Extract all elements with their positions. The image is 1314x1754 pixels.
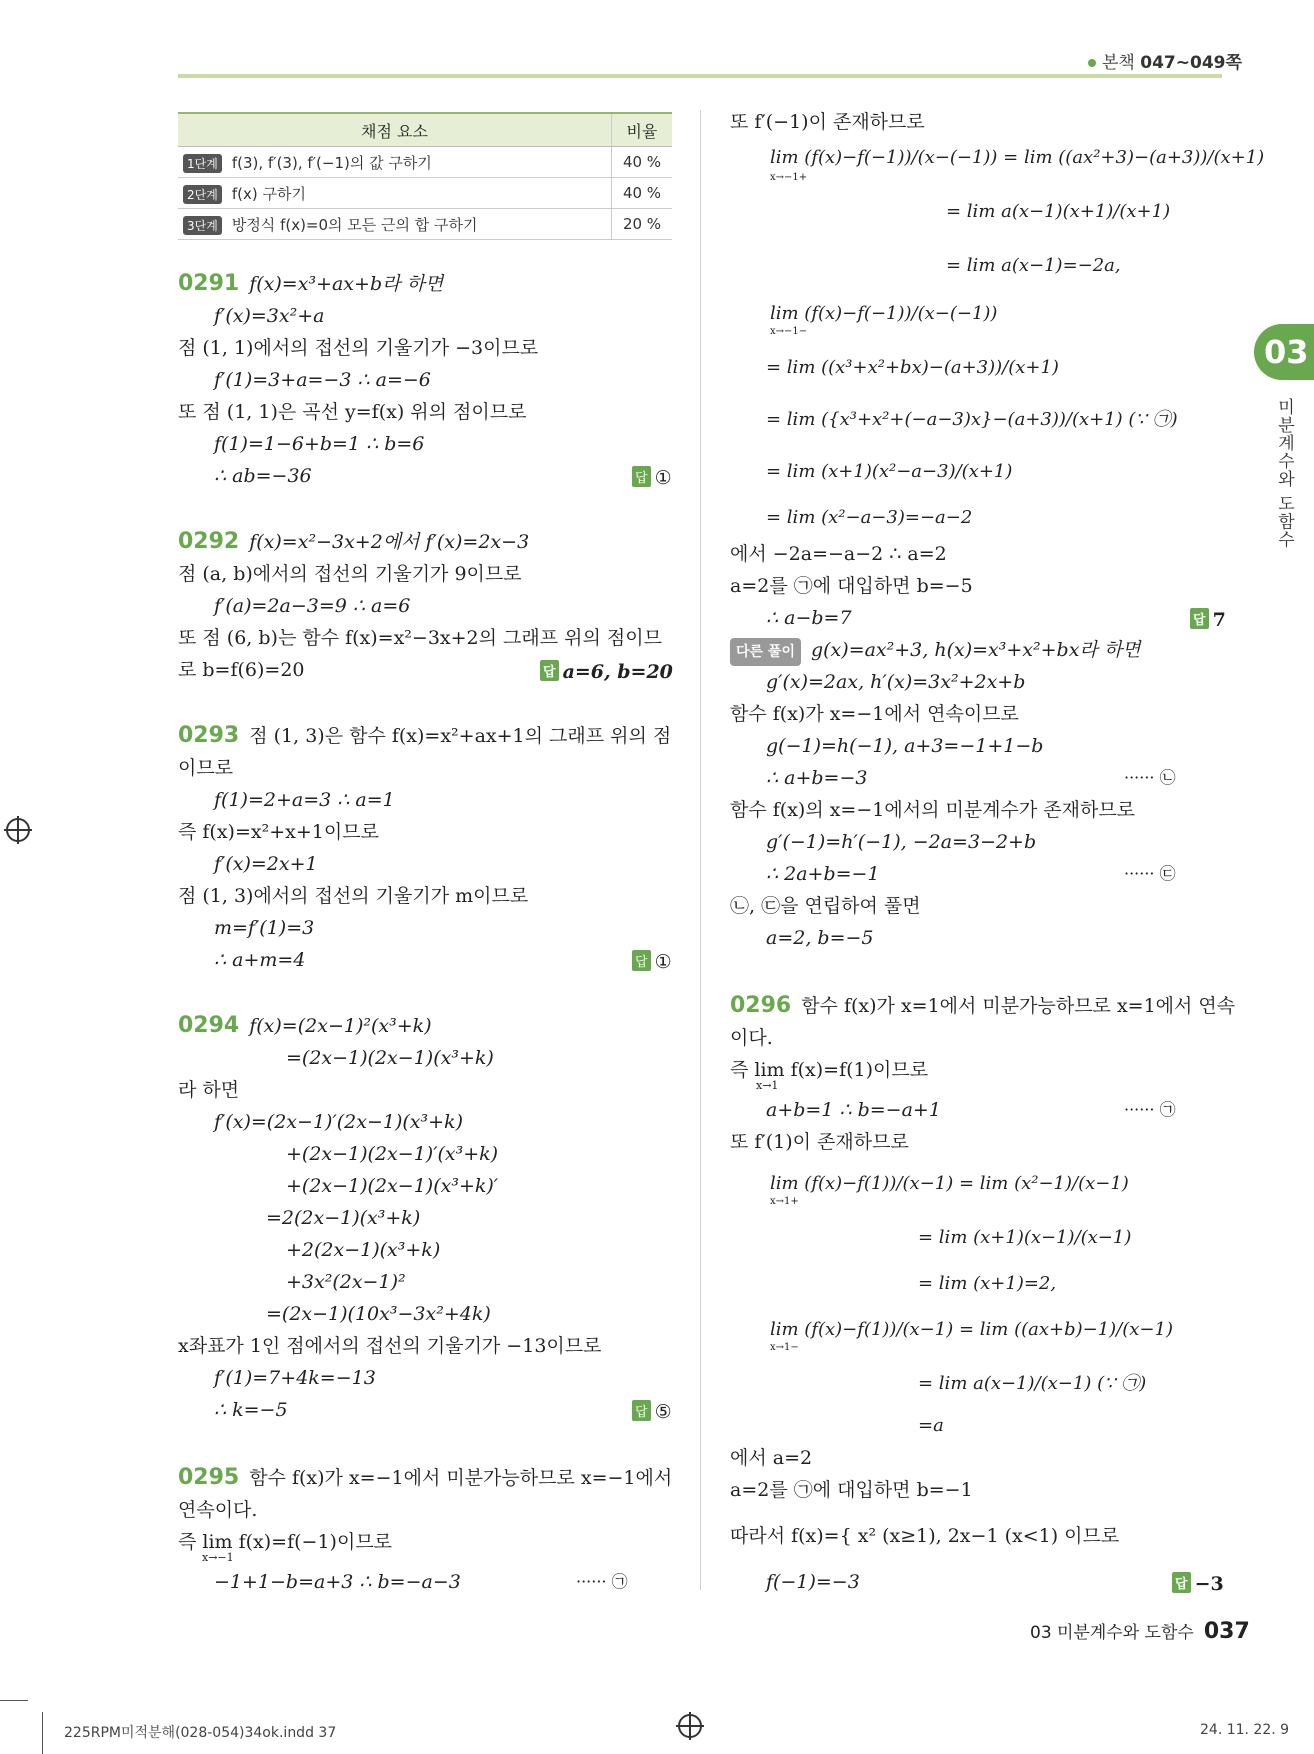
table-row bbox=[178, 178, 672, 209]
text-line: +3x²(2x−1)² bbox=[286, 1271, 406, 1293]
text-line: g′(x)=2ax, h′(x)=3x²+2x+b bbox=[766, 671, 1026, 693]
row-rate: 40 % bbox=[612, 147, 673, 178]
row-text: f(3), f′(3), f′(−1)의 값 구하기 bbox=[231, 153, 432, 172]
answer-value: 7 bbox=[1212, 609, 1226, 631]
text-line: 연속이다. bbox=[178, 1499, 258, 1521]
text-line: x좌표가 1인 점에서의 접선의 기울기가 −13이므로 bbox=[178, 1335, 602, 1357]
page-footer bbox=[1030, 1618, 1250, 1644]
row-text: 방정식 f(x)=0의 모든 근의 합 구하기 bbox=[231, 215, 478, 234]
problem-number: 0294 bbox=[178, 1013, 240, 1038]
text-line: 즉 lim f(x)=f(1)이므로 bbox=[730, 1059, 929, 1081]
text-line: f′(x)=2x+1 bbox=[214, 853, 318, 875]
text-line: ∴ a−b=7 bbox=[766, 607, 852, 629]
text-line: = lim a(x−1)(x+1)/(x+1) bbox=[946, 201, 1171, 222]
answer-value: a=6, b=20 bbox=[562, 661, 673, 683]
text-line: 또 f′(1)이 존재하므로 bbox=[730, 1131, 909, 1153]
answer bbox=[1190, 608, 1226, 631]
text-line: 또 f′(−1)이 존재하므로 bbox=[730, 111, 925, 133]
text-line: f′(x)=3x²+a bbox=[214, 305, 325, 327]
text-line: f(−1)=−3 bbox=[766, 1571, 860, 1593]
problem-0296 bbox=[730, 994, 1235, 1018]
problem-number: 0293 bbox=[178, 723, 240, 748]
text-line: 함수 f(x)가 x=1에서 미분가능하므로 x=1에서 연속 bbox=[801, 995, 1236, 1017]
top-rule bbox=[178, 74, 1222, 78]
text-line: 함수 f(x)가 x=−1에서 미분가능하므로 x=−1에서 bbox=[249, 1467, 673, 1489]
text-line: f(1)=1−6+b=1 ∴ b=6 bbox=[214, 433, 425, 455]
text-line: f′(a)=2a−3=9 ∴ a=6 bbox=[214, 595, 411, 617]
lim-subscript: x→−1− bbox=[770, 326, 808, 337]
text-line: f(1)=2+a=3 ∴ a=1 bbox=[214, 789, 395, 811]
text-line: = lim (x²−a−3)=−a−2 bbox=[766, 507, 973, 528]
text-line: =(2x−1)(10x³−3x²+4k) bbox=[266, 1303, 491, 1325]
lim-subscript: x→1− bbox=[770, 1342, 799, 1353]
equation-tag: ······ ㉡ bbox=[1124, 768, 1176, 787]
table-head-rate: 비율 bbox=[612, 113, 673, 147]
text-line: 점 (1, 1)에서의 접선의 기울기가 −3이므로 bbox=[178, 337, 539, 359]
print-filename: 225RPM미적분해(028-054)34ok.indd 37 bbox=[64, 1725, 337, 1741]
row-text: f(x) 구하기 bbox=[231, 184, 306, 203]
text-line: 라 하면 bbox=[178, 1079, 240, 1101]
page-number: 037 bbox=[1203, 1619, 1250, 1644]
text-line: a=2를 ㉠에 대입하면 b=−1 bbox=[730, 1479, 973, 1501]
text-line: lim (f(x)−f(1))/(x−1) = lim ((ax+b)−1)/(x−1) bbox=[770, 1319, 1173, 1340]
alt-solution-badge: 다른 풀이 bbox=[730, 638, 801, 666]
text-line: 이다. bbox=[730, 1027, 773, 1049]
text-line: = lim a(x−1)/(x−1) (∵ ㉠) bbox=[918, 1373, 1147, 1394]
trim-mark bbox=[0, 1700, 28, 1701]
table-row bbox=[178, 147, 672, 178]
answer bbox=[632, 1400, 672, 1423]
chapter-side-title: 미분계수와 도함수 bbox=[1274, 398, 1294, 549]
text-line: ∴ ab=−36 bbox=[214, 465, 312, 487]
text-line: = lim (x+1)=2, bbox=[918, 1273, 1057, 1294]
text-line: a+b=1 ∴ b=−a+1 bbox=[766, 1099, 941, 1121]
text-line: 점 (1, 3)은 함수 f(x)=x²+ax+1의 그래프 위의 점 bbox=[249, 725, 672, 747]
problem-0294 bbox=[178, 1014, 432, 1038]
problem-number: 0291 bbox=[178, 271, 240, 296]
answer bbox=[1172, 1572, 1224, 1595]
text-line: +(2x−1)(2x−1)(x³+k)′ bbox=[286, 1175, 499, 1197]
print-date: 24. 11. 22. 9 bbox=[1200, 1722, 1290, 1738]
text-line: +2(2x−1)(x³+k) bbox=[286, 1239, 441, 1261]
text-line: lim (f(x)−f(1))/(x−1) = lim (x²−1)/(x−1) bbox=[770, 1173, 1129, 1194]
text-line: f(x)=x³+ax+b라 하면 bbox=[249, 273, 444, 295]
column-divider bbox=[700, 110, 701, 1590]
answer-badge: 답 bbox=[1190, 608, 1209, 629]
lim-subscript: x→1+ bbox=[770, 1196, 799, 1207]
answer-badge: 답 bbox=[632, 1400, 651, 1421]
problem-0295 bbox=[178, 1466, 672, 1490]
text-line: ∴ k=−5 bbox=[214, 1399, 288, 1421]
answer-badge: 답 bbox=[632, 950, 651, 971]
text-line: f′(1)=7+4k=−13 bbox=[214, 1367, 376, 1389]
problem-0292 bbox=[178, 530, 529, 554]
text-line: −1+1−b=a+3 ∴ b=−a−3 bbox=[214, 1571, 461, 1593]
text-line: +(2x−1)(2x−1)′(x³+k) bbox=[286, 1143, 499, 1165]
problem-number: 0292 bbox=[178, 529, 240, 554]
equation-tag: ······ ㉢ bbox=[1124, 864, 1176, 883]
table-row bbox=[178, 209, 672, 240]
equation-tag: ······ ㉠ bbox=[576, 1572, 628, 1591]
step-badge: 3단계 bbox=[183, 216, 222, 235]
text-line: = lim (x+1)(x²−a−3)/(x+1) bbox=[766, 461, 1013, 482]
table-header-row bbox=[178, 113, 672, 147]
text-line: 로 b=f(6)=20 bbox=[178, 659, 305, 681]
answer-value: ① bbox=[654, 467, 672, 489]
problem-0293 bbox=[178, 724, 671, 748]
registration-mark-icon bbox=[6, 818, 30, 842]
answer-badge: 답 bbox=[1172, 1572, 1191, 1593]
trim-mark bbox=[42, 1712, 43, 1754]
answer bbox=[632, 466, 672, 489]
lim-subscript: x→−1 bbox=[202, 1551, 234, 1564]
lim-subscript: x→−1+ bbox=[770, 172, 808, 183]
problem-number: 0296 bbox=[730, 993, 792, 1018]
footer-chapter: 03 미분계수와 도함수 bbox=[1030, 1623, 1194, 1643]
problem-0291 bbox=[178, 272, 443, 296]
answer-value: ① bbox=[654, 951, 672, 973]
text-line: =a bbox=[918, 1415, 944, 1436]
row-rate: 40 % bbox=[612, 178, 673, 209]
text-line: 또 점 (1, 1)은 곡선 y=f(x) 위의 점이므로 bbox=[178, 401, 527, 423]
header-label: 본책 bbox=[1102, 53, 1135, 73]
text-line: lim (f(x)−f(−1))/(x−(−1)) = lim ((ax²+3)−(a+3))/(x+1) bbox=[770, 147, 1265, 168]
equation-tag: ······ ㉠ bbox=[1124, 1100, 1176, 1119]
page-header bbox=[1088, 48, 1242, 73]
text-line: ㉡, ㉢을 연립하여 풀면 bbox=[730, 895, 921, 917]
text-line: g′(−1)=h′(−1), −2a=3−2+b bbox=[766, 831, 1037, 853]
text-line: = lim a(x−1)=−2a, bbox=[946, 255, 1121, 276]
header-pages: 047~049쪽 bbox=[1140, 53, 1242, 73]
lim-subscript: x→1 bbox=[756, 1079, 779, 1092]
alternative-solution bbox=[730, 638, 1141, 666]
problem-number: 0295 bbox=[178, 1465, 240, 1490]
registration-mark-icon bbox=[678, 1714, 702, 1738]
text-line: a=2, b=−5 bbox=[766, 927, 874, 949]
step-badge: 1단계 bbox=[183, 154, 222, 173]
text-line: f′(1)=3+a=−3 ∴ a=−6 bbox=[214, 369, 431, 391]
text-line: ∴ a+b=−3 bbox=[766, 767, 868, 789]
text-line: 즉 lim f(x)=f(−1)이므로 bbox=[178, 1531, 393, 1553]
text-line: f′(x)=(2x−1)′(2x−1)(x³+k) bbox=[214, 1111, 463, 1133]
answer-badge: 답 bbox=[540, 660, 559, 681]
text-line: = lim (x+1)(x−1)/(x−1) bbox=[918, 1227, 1132, 1248]
text-line: = lim ({x³+x²+(−a−3)x}−(a+3))/(x+1) (∵ ㉠) bbox=[766, 409, 1178, 430]
text-line: ∴ a+m=4 bbox=[214, 949, 306, 971]
text-line: 함수 f(x)의 x=−1에서의 미분계수가 존재하므로 bbox=[730, 799, 1136, 821]
text-line: 따라서 f(x)={ x² (x≥1), 2x−1 (x<1) 이므로 bbox=[730, 1525, 1120, 1547]
text-line: g(−1)=h(−1), a+3=−1+1−b bbox=[766, 735, 1044, 757]
text-line: m=f′(1)=3 bbox=[214, 917, 315, 939]
text-line: 에서 −2a=−a−2 ∴ a=2 bbox=[730, 543, 947, 565]
answer bbox=[632, 950, 672, 973]
answer bbox=[540, 660, 673, 683]
text-line: 점 (a, b)에서의 접선의 기울기가 9이므로 bbox=[178, 563, 522, 585]
text-line: =2(2x−1)(x³+k) bbox=[266, 1207, 421, 1229]
chapter-tab: 03 bbox=[1254, 324, 1314, 380]
text-line: =(2x−1)(2x−1)(x³+k) bbox=[286, 1047, 494, 1069]
text-line: lim (f(x)−f(−1))/(x−(−1)) bbox=[770, 303, 998, 324]
text-line: 또 점 (6, b)는 함수 f(x)=x²−3x+2의 그래프 위의 점이므 bbox=[178, 627, 662, 649]
scoring-table bbox=[178, 112, 672, 240]
text-line: 점 (1, 3)에서의 접선의 기울기가 m이므로 bbox=[178, 885, 529, 907]
answer-badge: 답 bbox=[632, 466, 651, 487]
text-line: ∴ 2a+b=−1 bbox=[766, 863, 880, 885]
text-line: = lim ((x³+x²+bx)−(a+3))/(x+1) bbox=[766, 357, 1059, 378]
text-line: g(x)=ax²+3, h(x)=x³+x²+bx라 하면 bbox=[810, 639, 1141, 661]
text-line: 이므로 bbox=[178, 757, 234, 779]
answer-value: −3 bbox=[1194, 1573, 1224, 1595]
row-rate: 20 % bbox=[612, 209, 673, 240]
text-line: f(x)=(2x−1)²(x³+k) bbox=[249, 1015, 432, 1037]
text-line: 에서 a=2 bbox=[730, 1447, 813, 1469]
bullet-dot bbox=[1088, 59, 1096, 67]
table-head-criteria: 채점 요소 bbox=[178, 113, 612, 147]
answer-value: ⑤ bbox=[654, 1401, 672, 1423]
text-line: 즉 f(x)=x²+x+1이므로 bbox=[178, 821, 379, 843]
text-line: a=2를 ㉠에 대입하면 b=−5 bbox=[730, 575, 973, 597]
step-badge: 2단계 bbox=[183, 185, 222, 204]
text-line: 함수 f(x)가 x=−1에서 연속이므로 bbox=[730, 703, 1019, 725]
text-line: f(x)=x²−3x+2에서 f′(x)=2x−3 bbox=[249, 531, 530, 553]
